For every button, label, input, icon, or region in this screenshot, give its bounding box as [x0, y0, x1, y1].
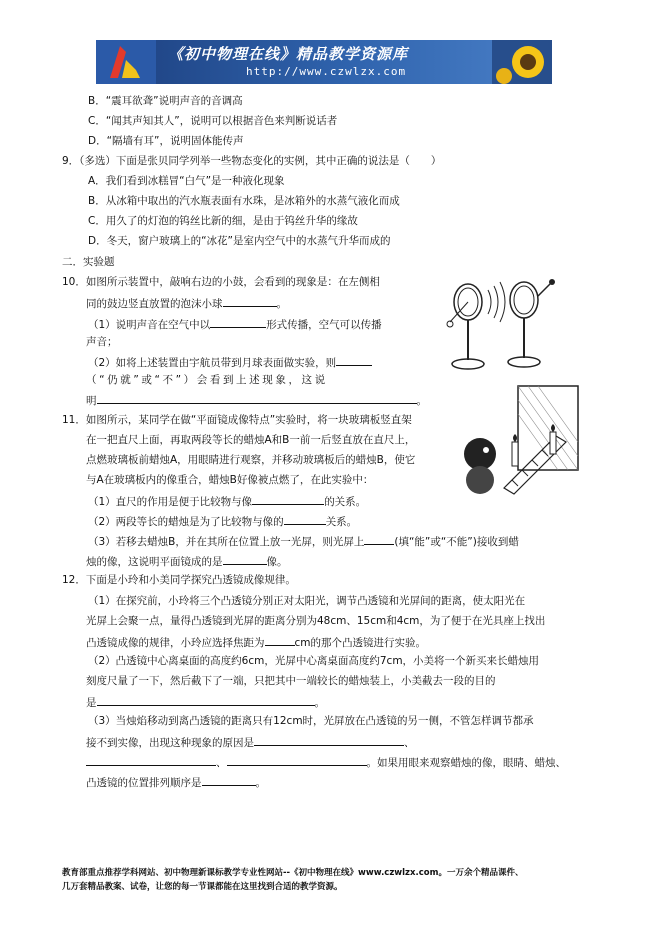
q12-answer-blank-6[interactable]: [202, 774, 256, 786]
q10-line3: [88, 316, 382, 332]
q11-answer-blank-1[interactable]: [252, 493, 324, 505]
q12-answer-blank-5[interactable]: [227, 754, 367, 766]
q12-line9-text-a: 接不到实像，出现这种现象的原因是: [86, 737, 254, 749]
q12-line11-text-a: 凸透镜的位置排列顺序是: [86, 777, 202, 789]
q11-answer-blank-4[interactable]: [223, 553, 267, 565]
q11-line4: 与A在玻璃板内的像重合，蜡烛B好像被点燃了，在此实验中：: [86, 474, 374, 486]
site-logo: [96, 40, 156, 84]
q11-line5-text-a: （1）直尺的作用是便于比较物与像: [88, 496, 253, 508]
q8-option-d: D．“隔墙有耳”，说明固体能传声: [88, 135, 244, 147]
q10-line3-text-a: （1）说明声音在空气中以: [88, 319, 211, 331]
q11-line1: 11．如图所示，某同学在做“平面镜成像特点”实验时，将一块玻璃板竖直架: [62, 414, 412, 426]
q11-line8: [86, 553, 288, 569]
q10-line5: [88, 354, 372, 370]
q10-answer-blank-4[interactable]: [97, 392, 417, 404]
q12-line4-text-b: cm的那个凸透镜进行实验。: [294, 637, 427, 649]
q11-line2: 在一把直尺上面，再取两段等长的蜡烛A和B一前一后竖直放在直尺上，: [86, 434, 416, 446]
header-banner: [96, 40, 552, 84]
q12-line9: [86, 734, 415, 750]
q12-line1: 12．下面是小玲和小美同学探究凸透镜成像规律。: [62, 574, 296, 586]
q12-line10-text-b: 。如果用眼来观察蜡烛的像，眼睛、蜡烛、: [366, 757, 566, 769]
drum-experiment-figure: [440, 272, 560, 372]
q11-line5-text-b: 的关系。: [324, 496, 367, 508]
q11-line5: [88, 493, 366, 509]
q12-line4-text-a: 凸透镜成像的规律，小玲应选择焦距为: [86, 637, 265, 649]
q10-answer-blank-3[interactable]: [336, 354, 372, 366]
q10-line3-text-b: 形式传播，空气可以传播: [266, 319, 382, 331]
q12-line11: [86, 774, 266, 790]
q11-line8-text-a: 烛的像，这说明平面镜成的是: [86, 556, 223, 568]
q11-answer-blank-2[interactable]: [284, 513, 326, 525]
q12-answer-blank-1[interactable]: [265, 634, 295, 646]
q12-line6: 刻度尺量了一下，然后截下了一端，只把其中一端较长的蜡烛装上，小美截去一段的目的: [86, 675, 496, 687]
q10-line2-text: 同的鼓边竖直放置的泡沫小球: [86, 298, 223, 310]
q10-line1: 10．如图所示装置中，敲响右边的小鼓，会看到的现象是：在左侧相: [62, 276, 380, 288]
q10-answer-blank-1[interactable]: [223, 295, 277, 307]
footer-line-2: 几万套精品教案、试卷，让您的每一节课都能在这里找到合适的教学资源。: [62, 882, 343, 892]
q11-line7-text-b: (填“能”或“不能”)接收到蜡: [394, 536, 519, 548]
q10-line6: （“仍就”或“不”）会看到上述现象，这说: [86, 374, 328, 386]
header-url[interactable]: http://www.czwlzx.com: [246, 65, 407, 78]
q10-line7: [86, 392, 427, 408]
q10-line2-end: 。: [276, 298, 287, 310]
q10-line7-end: 。: [416, 395, 427, 407]
q12-line9-text-b: 、: [404, 737, 415, 749]
q11-line3: 点燃玻璃板前蜡烛A，用眼睛进行观察，并移动玻璃板后的蜡烛B，使它: [86, 454, 416, 466]
q12-line3: 光屏上会聚一点，量得凸透镜到光屏的距离分别为48cm、15cm和4cm，为了便于在光具座上找出: [86, 615, 546, 627]
q9-option-d: D．冬天，窗户玻璃上的“冰花”是室内空气中的水蒸气升华而成的: [88, 235, 391, 247]
q12-line4: [86, 634, 426, 650]
sunflower-image: [492, 40, 552, 84]
q9-option-b: B．从冰箱中取出的汽水瓶表面有水珠，是冰箱外的水蒸气液化而成: [88, 195, 400, 207]
q12-line11-text-b: 。: [255, 777, 266, 789]
q11-line7-text-a: （3）若移去蜡烛B，并在其所在位置上放一光屏，则光屏上: [88, 536, 365, 548]
q11-answer-blank-3[interactable]: [364, 533, 394, 545]
header-title: 《初中物理在线》精品教学资源库: [168, 45, 409, 63]
q12-line5: （2）凸透镜中心离桌面的高度约6cm，光屏中心离桌面高度约7cm，小美将一个新买来长蜡烛用: [88, 655, 540, 667]
q9-stem: 9．（多选）下面是张贝同学列举一些物态变化的实例，其中正确的说法是（ ）: [62, 155, 442, 167]
q11-line7: [88, 533, 519, 549]
q10-line5-text: （2）如将上述装置由宇航员带到月球表面做实验，则: [88, 357, 337, 369]
q9-option-c: C．用久了的灯泡的钨丝比新的细，是由于钨丝升华的缘故: [88, 215, 358, 227]
q12-line10-text-a: 、: [216, 757, 227, 769]
q12-line7-text-b: 。: [314, 697, 325, 709]
q9-option-a: A．我们看到冰糕冒“白气”是一种液化现象: [88, 175, 285, 187]
q10-line4: 声音；: [86, 336, 118, 348]
q12-line10: [86, 754, 566, 770]
q8-option-b: B．“震耳欲聋”说明声音的音调高: [88, 95, 243, 107]
plane-mirror-figure: [456, 380, 606, 505]
q11-line6-text-a: （2）两段等长的蜡烛是为了比较物与像的: [88, 516, 284, 528]
q10-line2: [86, 295, 287, 311]
q10-answer-blank-2[interactable]: [210, 316, 266, 328]
q12-line7-text-a: 是: [86, 697, 97, 709]
q11-line6: [88, 513, 357, 529]
q12-line2: （1）在探究前，小玲将三个凸透镜分别正对太阳光，调节凸透镜和光屏间的距离，使太阳光在: [88, 595, 526, 607]
q12-answer-blank-2[interactable]: [97, 694, 315, 706]
q11-line6-text-b: 关系。: [325, 516, 358, 528]
q10-line7-text: 明: [86, 395, 97, 407]
q12-line7: [86, 694, 325, 710]
q11-line8-text-b: 像。: [266, 556, 288, 568]
footer-line-1: 教育部重点推荐学科网站、初中物理新课标教学专业性网站--《初中物理在线》www.czwlzx.com。一万余个精品课件、: [62, 868, 524, 878]
q12-line8: （3）当烛焰移动到离凸透镜的距离只有12cm时，光屏放在凸透镜的另一侧，不管怎样调节都承: [88, 715, 534, 727]
q8-option-c: C．“闻其声知其人”，说明可以根据音色来判断说话者: [88, 115, 338, 127]
q12-answer-blank-4[interactable]: [86, 754, 216, 766]
section-title: 二．实验题: [62, 256, 115, 268]
q12-answer-blank-3[interactable]: [254, 734, 404, 746]
